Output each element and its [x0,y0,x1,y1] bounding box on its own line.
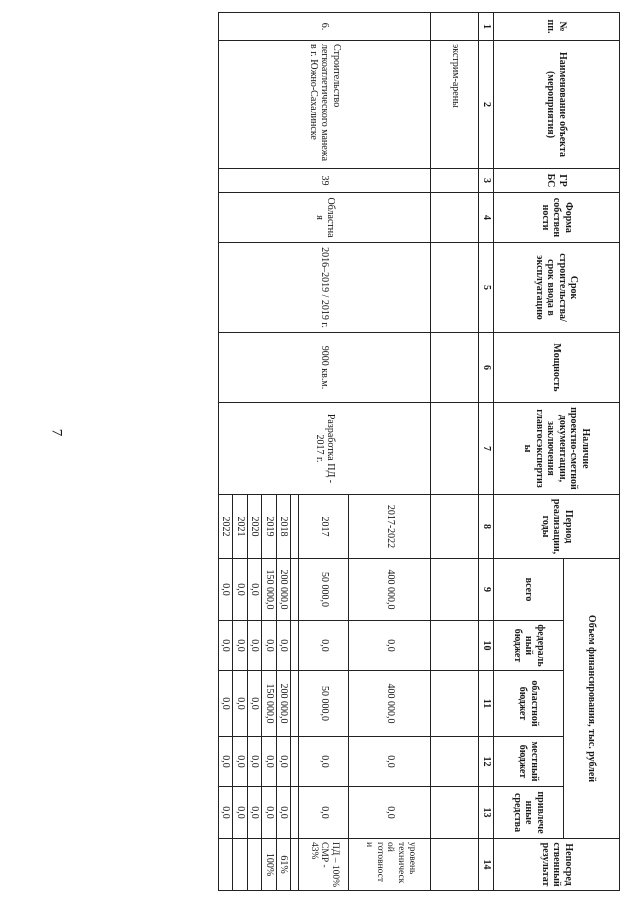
header-federal: федеральный бюджет [494,621,564,671]
summary-total: 400 000,0 [349,559,431,621]
year-local: 0,0 [248,737,263,787]
year-attracted: 0,0 [233,787,248,839]
year-regional: 150 000,0 [262,671,277,737]
table-cell [291,495,299,559]
year-regional: 0,0 [248,671,263,737]
table-cell [431,333,479,403]
year-result: 100% [262,839,277,891]
table-cell [431,193,479,243]
header-regional: областной бюджет [494,671,564,737]
item-grbs: 39 [219,169,432,193]
year-federal: 0,0 [219,621,234,671]
year-total: 0,0 [248,559,263,621]
table-cell [431,169,479,193]
header-attracted: привлеченные средства [494,787,564,839]
col-num: 4 [479,193,494,243]
year-total: 150 000,0 [262,559,277,621]
year-regional: 200 000,0 [277,671,292,737]
table-cell [431,787,479,839]
year-total: 0,0 [233,559,248,621]
year-period: 2019 [262,495,277,559]
summary-local: 0,0 [349,737,431,787]
summary-regional: 400 000,0 [349,671,431,737]
header-grbs: ГРБС [494,169,620,193]
col-num: 6 [479,333,494,403]
year-attracted: 0,0 [219,787,234,839]
header-term: Срок строительства/срок ввода в эксплуатацию [494,243,620,333]
year-local: 0,0 [233,737,248,787]
financing-table [218,12,620,891]
table-cell [291,559,299,621]
header-no: № пп. [494,13,620,41]
year-local: 0,0 [219,737,234,787]
year-regional: 50 000,0 [299,671,349,737]
year-period: 2018 [277,495,292,559]
col-num: 14 [479,839,494,891]
header-result: Непосредственный результат [494,839,620,891]
continued-row [431,13,479,891]
year-period: 2022 [219,495,234,559]
year-attracted: 0,0 [277,787,292,839]
year-attracted: 0,0 [262,787,277,839]
header-name: Наименование объекта (мероприятия) [494,41,620,169]
table-cell [431,839,479,891]
table-cell [431,737,479,787]
table-cell [431,671,479,737]
year-period: 2020 [248,495,263,559]
year-period: 2021 [233,495,248,559]
year-attracted: 0,0 [248,787,263,839]
table-cell [431,243,479,333]
year-federal: 0,0 [299,621,349,671]
item-no: 6. [219,13,432,41]
table-cell [431,621,479,671]
year-result [233,839,248,891]
year-local: 0,0 [262,737,277,787]
header-row-1 [564,13,620,891]
year-period: 2017 [299,495,349,559]
year-federal: 0,0 [233,621,248,671]
col-num: 10 [479,621,494,671]
summary-period: 2017-2022 [349,495,431,559]
year-total: 50 000,0 [299,559,349,621]
year-federal: 0,0 [277,621,292,671]
col-num: 1 [479,13,494,41]
col-num: 8 [479,495,494,559]
year-local: 0,0 [277,737,292,787]
year-total: 200 000,0 [277,559,292,621]
summary-attracted: 0,0 [349,787,431,839]
rotated-table-container [220,12,620,890]
item-capacity: 9000 кв.м. [219,333,432,403]
year-local: 0,0 [299,737,349,787]
table-cell [431,13,479,41]
year-federal: 0,0 [248,621,263,671]
year-total: 0,0 [219,559,234,621]
header-capacity: Мощность [494,333,620,403]
summary-federal: 0,0 [349,621,431,671]
col-num: 2 [479,41,494,169]
col-num: 5 [479,243,494,333]
year-result: ПД – 100% СМР - 43% [299,839,349,891]
col-num: 3 [479,169,494,193]
table-cell [291,621,299,671]
table-cell [291,737,299,787]
table-cell [291,671,299,737]
year-result [219,839,234,891]
year-regional: 0,0 [219,671,234,737]
table-cell [431,559,479,621]
col-num: 11 [479,671,494,737]
year-federal: 0,0 [262,621,277,671]
page-number: 7 [48,428,65,437]
table-cell [431,403,479,495]
col-num: 7 [479,403,494,495]
col-num: 9 [479,559,494,621]
table-cell [291,787,299,839]
item-term: 2016–2019 / 2019 г. [219,243,432,333]
item-name: Строительство легкоатлетического манежа в г. Южно-Сахалинске [219,41,432,169]
header-funding: Объем финансирования, тыс. рублей [564,559,620,839]
table-cell [291,839,299,891]
continued-name: экстрим-арены [431,41,479,169]
summary-result: уровень технической готовности [349,839,431,891]
table-cell [431,495,479,559]
column-number-row [479,13,494,891]
item-summary-row [349,13,431,891]
year-regional: 0,0 [233,671,248,737]
year-result: 61% [277,839,292,891]
col-num: 13 [479,787,494,839]
header-form: Форма собственности [494,193,620,243]
header-period: Период реализации, годы [494,495,620,559]
year-attracted: 0,0 [299,787,349,839]
year-result [248,839,263,891]
item-docs: Разработка ПД - 2017 г. [219,403,432,495]
header-docs: Наличие проектно-сметной документации, заключения главгосэкспертизы [494,403,620,495]
col-num: 12 [479,737,494,787]
item-form: Областная [219,193,432,243]
header-local: местный бюджет [494,737,564,787]
header-total: всего [494,559,564,621]
